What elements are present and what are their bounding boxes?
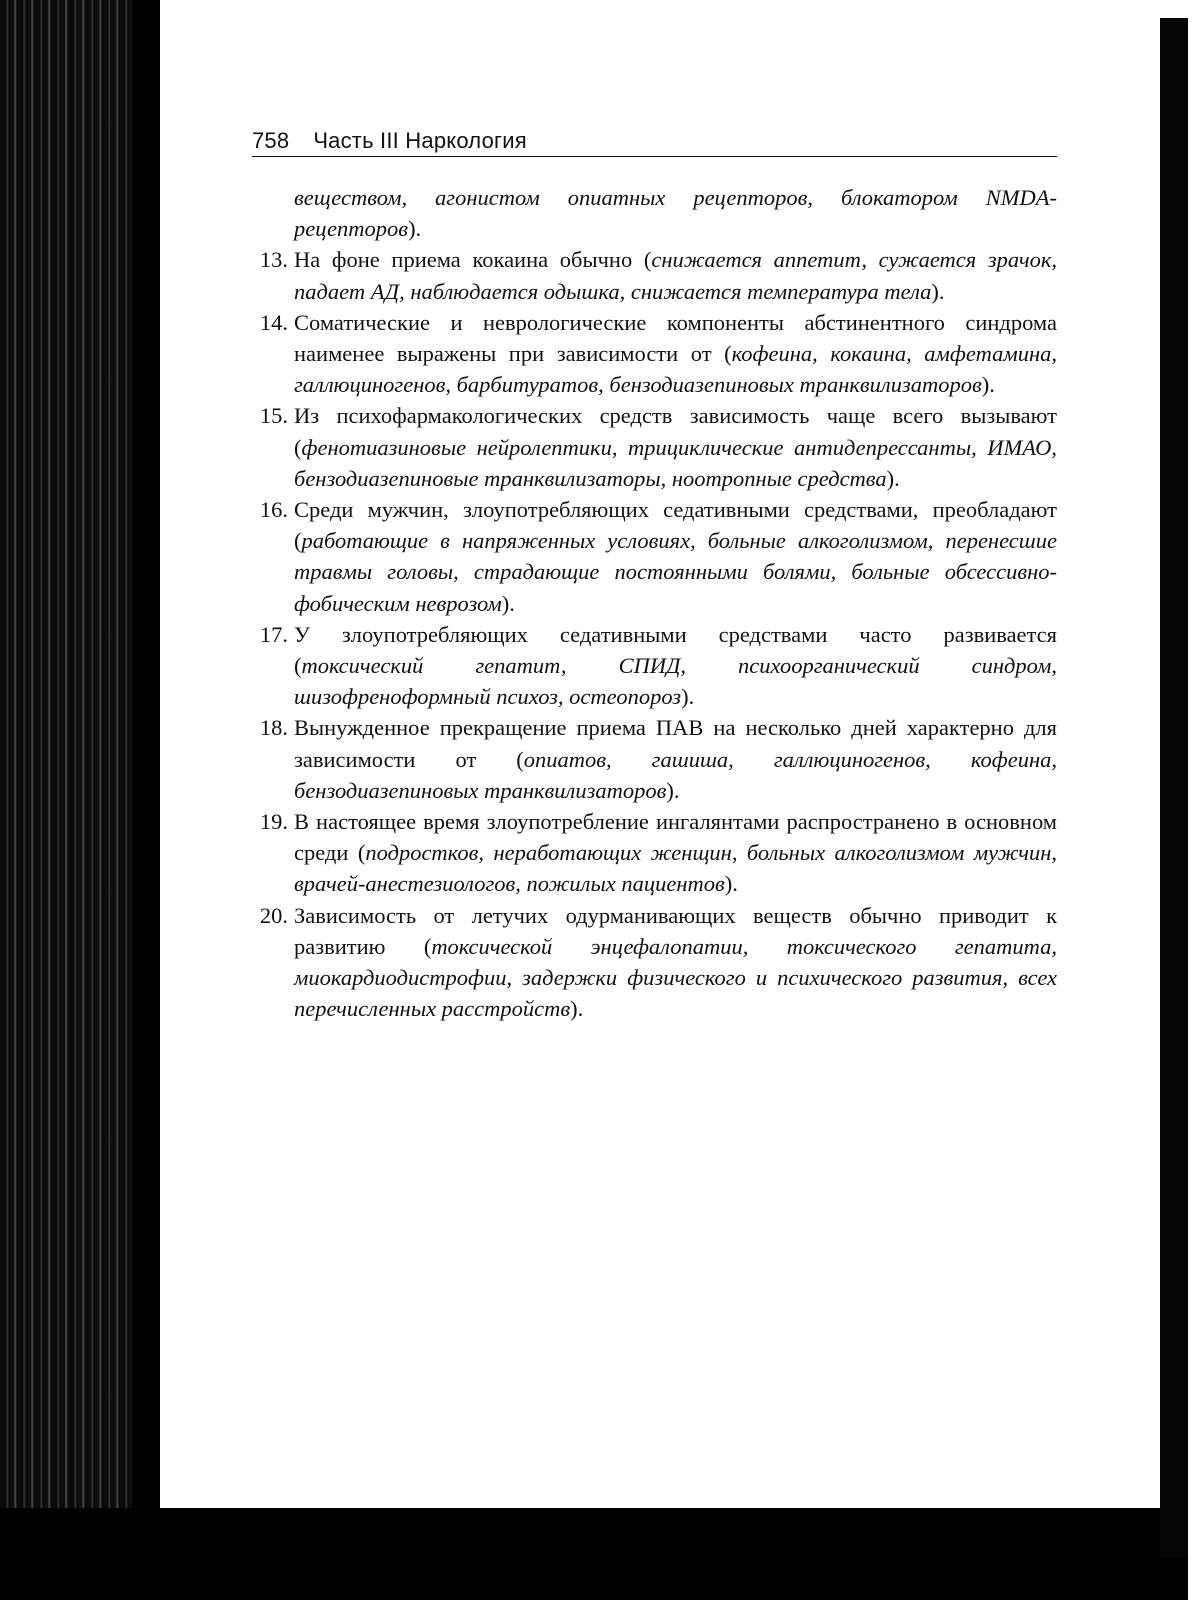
item-tail: ). [931,278,945,304]
page-number: 758 [252,128,290,153]
item-number: 14. [259,309,288,335]
item-text [294,244,1057,306]
item-question: У злоупотребляющих седативными средствами часто развивается ( [294,621,1057,679]
item-answers: кофеина, кокаина, амфетамина, галлюциногенов, барбитуратов, бензодиазепиновых транквилизаторов [294,341,1058,398]
list-item [252,494,1057,619]
scan-border-right [1160,18,1188,1558]
list-item [252,900,1057,1025]
item-tail: ). [886,465,900,491]
item-number: 20. [259,902,288,928]
item-number: 16. [259,497,288,523]
scan-border-left [0,0,160,1600]
item-number: 18. [259,715,288,741]
running-head [252,128,1057,157]
item-number: 15. [259,403,288,429]
item-question: Среди мужчин, злоупотребляющих седативными средствами, преобладают ( [294,497,1057,554]
list-item [252,806,1057,900]
item-answers: опиатов, гашиша, галлюциногенов, кофеина, бензодиазепиновых транквилизаторов [294,746,1057,803]
continued-item-12 [252,182,1057,244]
item-text [294,307,1057,401]
item-text [294,806,1057,900]
item-question: В настоящее время злоупотребление ингалянтами распространено в основном среди ( [294,809,1057,866]
item-text [294,494,1057,619]
item-answers: фенотиазиновые нейролептики, трициклические антидепрессанты, ИМАО, бензодиазепиновые транквилизаторы, ноотропные средства [294,434,1057,491]
item-text [294,712,1057,806]
item-tail: ). [981,372,995,398]
item-tail: ). [724,871,738,897]
item-text [294,619,1057,713]
list-item [252,712,1057,806]
item-tail: ). [681,684,695,710]
item-number: 19. [259,809,288,835]
part-title: Часть III Наркология [313,128,527,153]
item-number: 13. [259,247,288,273]
item-question: Зависимость от летучих одурманивающих веществ обычно приводит к развитию ( [294,902,1057,959]
item-number: 17. [259,621,288,647]
item-tail: ). [570,996,584,1022]
continued-tail: ). [408,216,422,242]
item-answers: снижается аппетит, сужается зрачок, падает АД, наблюдается одышка, снижается температура тела [294,247,1057,304]
list-item [252,619,1057,713]
item-answers: подростков, неработающих женщин, больных алкоголизмом мужчин, врачей-анестезиологов, пожилых пациентов [294,840,1057,897]
list-item [252,400,1057,494]
list-item [252,307,1057,401]
item-answers: токсической энцефалопатии, токсического гепатита, миокардиодистрофии, задержки физического и психического развития, всех перечисленных расстройств [294,933,1057,1022]
scan-margin-right [1188,0,1200,1600]
item-tail: ). [666,777,680,803]
item-question: Соматические и неврологические компоненты абстинентного синдрома наименее выражены при зависимости от ( [294,309,1057,367]
item-tail: ). [501,590,515,616]
book-page [160,0,1160,1508]
item-answers: токсический гепатит, СПИД, психоорганический синдром, шизофреноформный психоз, остеопороз [294,653,1057,710]
scan-border-bottom [0,1508,1188,1600]
item-text [294,400,1057,494]
question-list [252,182,1057,1024]
item-question: Из психофармакологических средств зависимость чаще всего вызывают ( [294,403,1057,460]
item-answers: работающие в напряженных условиях, больные алкоголизмом, перенесшие травмы головы, страдающие постоянными болями, больные обсессивно-фобическим неврозом [294,528,1057,616]
item-question: Вынужденное прекращение приема ПАВ на несколько дней характерно для зависимости от ( [294,715,1057,772]
item-question: На фоне приема кокаина обычно ( [294,247,652,273]
item-text [294,900,1057,1025]
list-item [252,244,1057,306]
continued-answers: веществом, агонистом опиатных рецепторов, блокатором NMDA-рецепторов [294,185,1057,242]
